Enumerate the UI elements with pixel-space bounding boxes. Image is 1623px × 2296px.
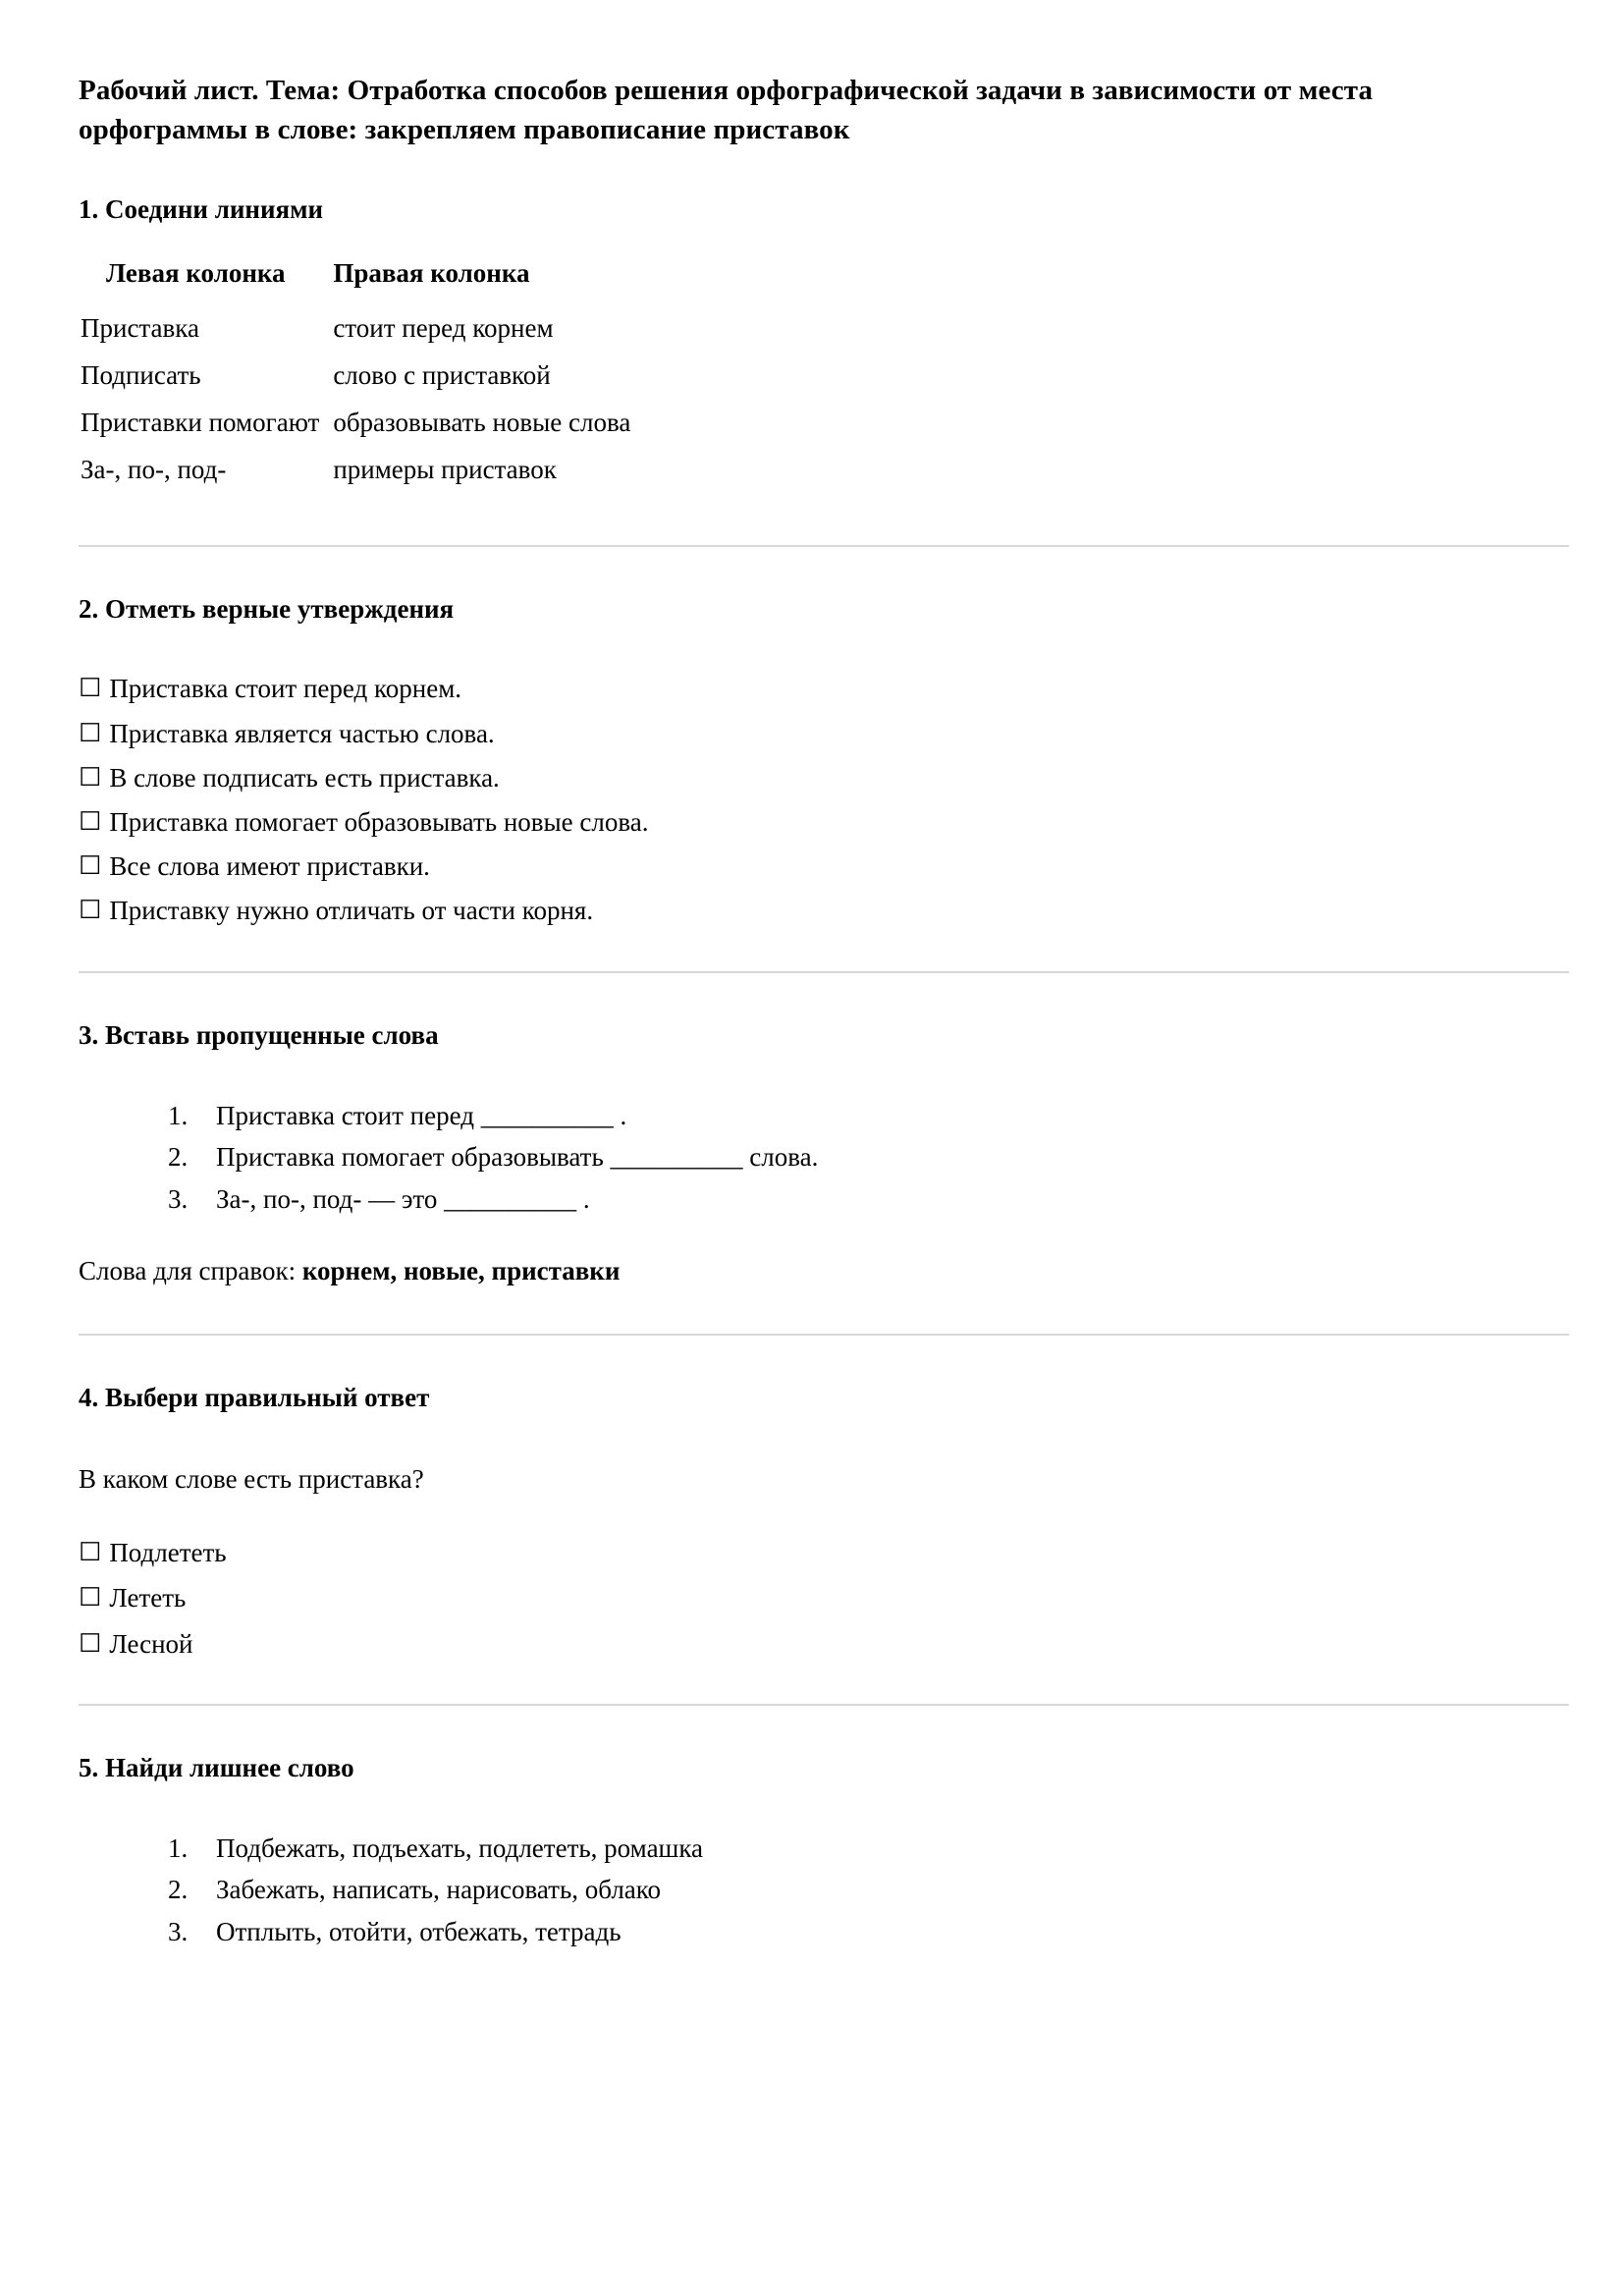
section-match-lines [79,192,1568,500]
table-row[interactable] [79,358,630,406]
question-prompt: В каком слове есть приставка? [79,1464,424,1495]
match-right-item[interactable]: образовывать новые слова [333,408,631,438]
section-2-heading: 2. Отметь верные утверждения [79,594,455,625]
section-4-heading: 4. Выбери правильный ответ [79,1383,430,1413]
spacer [79,656,1568,674]
word-group: Забежать, написать, нарисовать, облако [216,1875,662,1905]
spacer [79,1082,1568,1100]
match-table-head [79,256,630,311]
checkbox-icon[interactable]: ☐ [79,718,102,748]
section-divider [79,1334,1569,1336]
section-3-heading: 3. Вставь пропущенные слова [79,1019,439,1050]
list-item[interactable] [79,1629,1568,1659]
list-item[interactable] [194,1141,1568,1173]
option-label: Лететь [109,1583,187,1613]
list-item[interactable] [194,1100,1568,1131]
list-item[interactable] [79,1538,1568,1567]
column-header-left: Левая колонка [106,258,286,289]
fill-blank-sentence: За-, по-, под- — это __________ . [216,1183,590,1214]
checkbox-icon[interactable]: ☐ [79,896,102,926]
section-divider [79,971,1569,973]
fill-blank-sentence: Приставка стоит перед __________ . [216,1100,627,1130]
list-item[interactable] [79,719,1568,748]
list-item[interactable] [79,896,1568,925]
table-row[interactable] [79,453,630,500]
match-left-item[interactable]: За-, по-, под- [81,455,227,485]
word-group: Подбежать, подъехать, подлететь, ромашка [216,1833,704,1864]
section-true-statements [79,592,1568,926]
section-odd-one-out [79,1751,1568,1947]
section-divider [79,1704,1569,1706]
match-left-item[interactable]: Подписать [81,360,201,391]
table-row[interactable] [79,311,630,358]
list-item[interactable] [79,807,1568,837]
spacer [79,1815,1568,1832]
section-divider [79,545,1569,547]
checkbox-icon[interactable]: ☐ [79,1538,102,1568]
option-label: Подлететь [109,1538,227,1568]
page-title: Рабочий лист. Тема: Отработка способов решения орфографической задачи в зависимости от места орфограммы в слове: закрепляем правописание приставок [79,75,1374,146]
word-bank-label: Слова для справок: [79,1255,302,1285]
checkbox-icon[interactable]: ☐ [79,762,102,793]
checkbox-icon[interactable]: ☐ [79,1583,102,1613]
statement-label: Приставка помогает образовывать новые слова. [109,807,649,837]
word-bank [79,1254,1568,1288]
match-columns-table [79,256,630,500]
list-item[interactable] [194,1832,1568,1864]
statement-label: Приставку нужно отличать от части корня. [109,896,594,926]
table-row[interactable] [79,406,630,453]
checkbox-icon[interactable]: ☐ [79,851,102,882]
answer-options-list [79,1538,1568,1659]
column-header-right: Правая колонка [333,258,530,289]
list-item[interactable] [79,674,1568,703]
odd-word-list [79,1832,1568,1947]
match-right-item[interactable]: стоит перед корнем [333,313,554,344]
list-item[interactable] [194,1874,1568,1905]
fill-blank-list [79,1100,1568,1215]
match-left-item[interactable]: Приставка [81,313,199,344]
option-label: Лесной [109,1628,193,1659]
fill-blank-sentence: Приставка помогает образовывать __________ слова. [216,1142,819,1173]
list-item[interactable] [194,1183,1568,1215]
section-5-heading: 5. Найди лишнее слово [79,1752,354,1782]
spacer [79,1445,1568,1462]
checkbox-icon[interactable]: ☐ [79,807,102,837]
checkbox-icon[interactable]: ☐ [79,1628,102,1659]
checkbox-icon[interactable]: ☐ [79,674,102,704]
statement-label: Приставка является частью слова. [109,718,495,748]
match-right-item[interactable]: слово с приставкой [333,360,551,391]
list-item[interactable] [194,1916,1568,1947]
match-table-body [79,311,630,500]
list-item[interactable] [79,851,1568,881]
match-left-item[interactable]: Приставки помогают [81,408,320,438]
table-header-row [79,256,630,311]
statement-label: В слове подписать есть приставка. [109,762,500,793]
section-multiple-choice [79,1381,1568,1659]
statement-label: Приставка стоит перед корнем. [109,674,462,704]
list-item[interactable] [79,1583,1568,1613]
word-bank-words: корнем, новые, приставки [301,1255,621,1285]
section-1-heading: 1. Соедини линиями [79,194,324,225]
statement-label: Все слова имеют приставки. [109,851,430,882]
statements-checklist [79,674,1568,925]
section-fill-blanks [79,1018,1568,1288]
match-right-item[interactable]: примеры приставок [333,455,557,485]
list-item[interactable] [79,763,1568,793]
word-group: Отплыть, отойти, отбежать, тетрадь [216,1916,622,1946]
